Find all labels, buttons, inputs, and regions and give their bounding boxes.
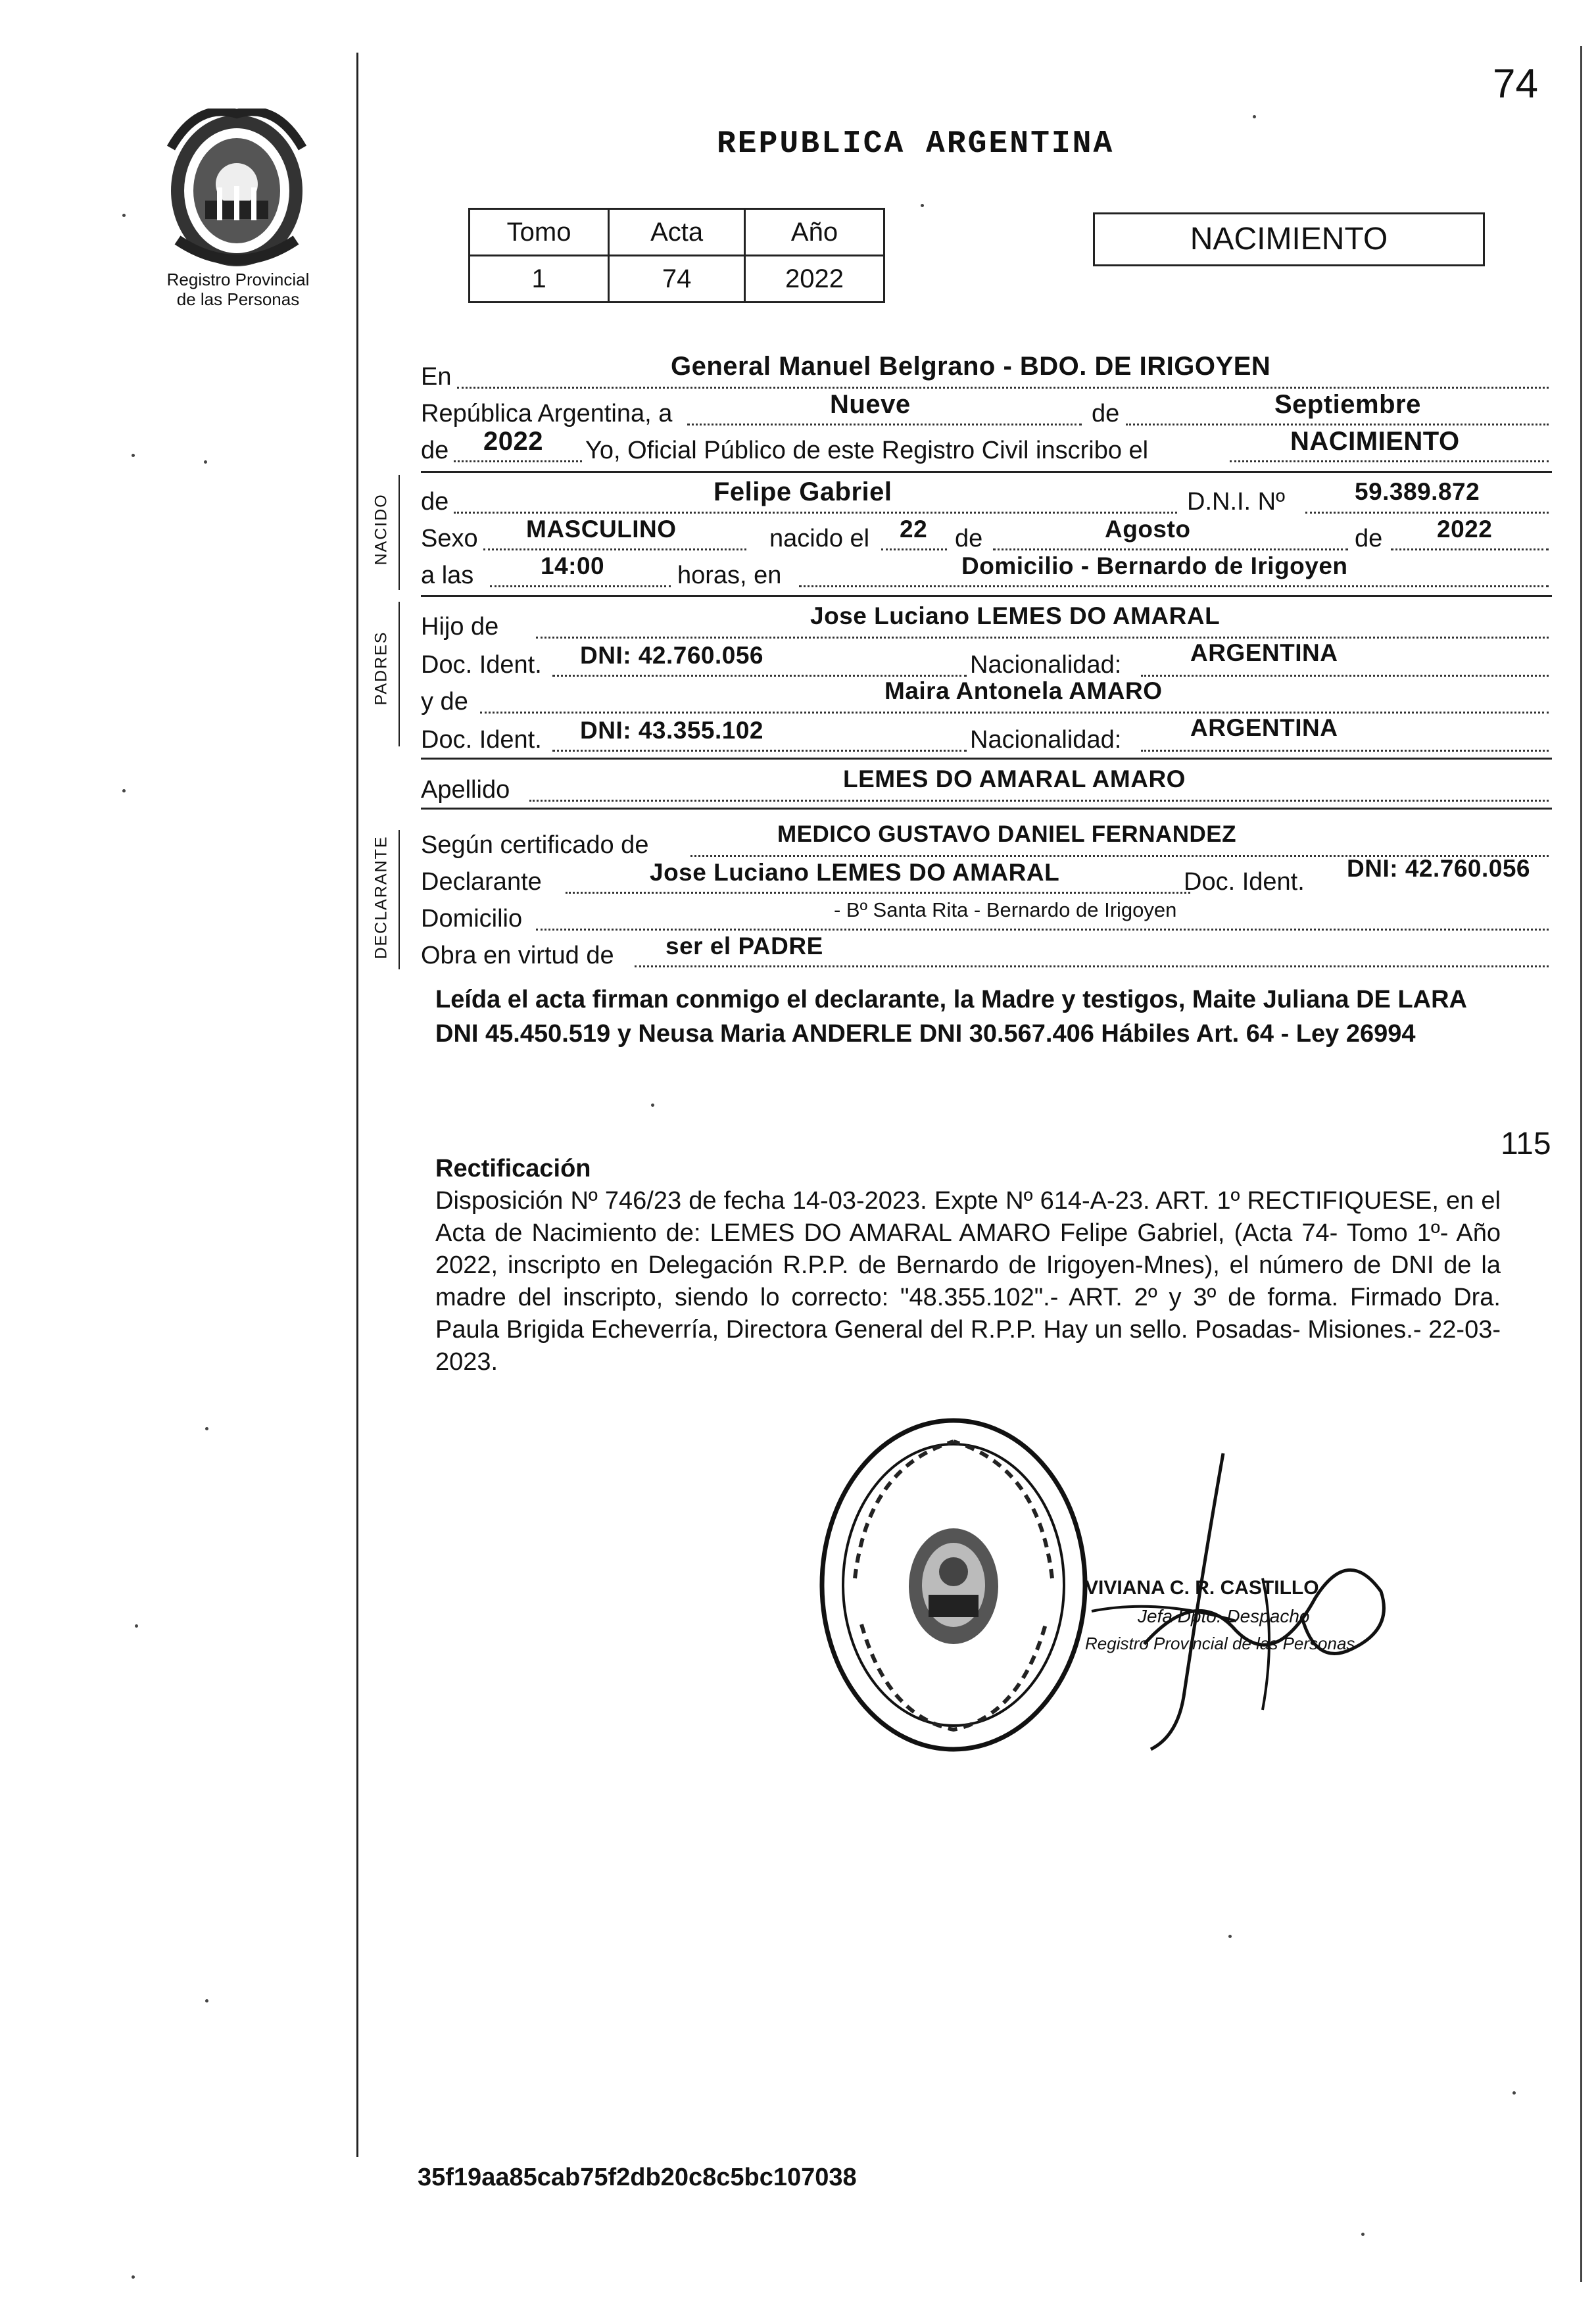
father-nat: ARGENTINA [1190, 639, 1338, 666]
declarante-label: Declarante [421, 868, 542, 896]
scan-speck [132, 2275, 135, 2279]
scan-speck [1512, 2091, 1516, 2095]
dots [490, 585, 671, 587]
dots [552, 750, 967, 752]
scan-speck [122, 214, 126, 217]
dots [480, 712, 1549, 714]
sexo-label: Sexo [421, 525, 478, 552]
dots [799, 585, 1549, 587]
stamp-line3: Registro Provincial de las Personas [1085, 1634, 1355, 1653]
horas-label: horas, en [677, 562, 782, 589]
day-value: Nueve [830, 390, 911, 419]
rectification-number: 115 [1501, 1127, 1551, 1161]
dots [687, 424, 1082, 425]
de-label-4: de [1355, 525, 1383, 552]
child-name: Felipe Gabriel [713, 477, 892, 506]
right-edge-rule [1580, 46, 1582, 2282]
nacido-de-label: de [421, 488, 449, 516]
de-label-2: de [421, 437, 449, 464]
father-name: Jose Luciano LEMES DO AMARAL [810, 602, 1221, 629]
dots [993, 548, 1348, 550]
dots [1305, 512, 1549, 514]
de-label-3: de [955, 525, 983, 552]
value-acta: 74 [609, 256, 745, 303]
domicilio-label: Domicilio [421, 905, 523, 933]
obra-label: Obra en virtud de [421, 942, 614, 969]
scan-speck [205, 1427, 208, 1430]
mother-name: Maira Antonela AMARO [884, 677, 1163, 704]
mother-doc: DNI: 43.355.102 [580, 717, 764, 744]
scan-speck [205, 1999, 208, 2002]
dots [1230, 460, 1549, 462]
side-rule [399, 830, 400, 969]
value-ano: 2022 [745, 256, 884, 303]
reading-note: Leída el acta firman conmigo el declarante, la Madre y testigos, Maite Juliana DE LARA DNI 45.450.519 y Neusa Maria ANDERLE DNI 30.567.406 Hábiles Art. 64 - Ley 26994 [435, 986, 1466, 1048]
side-label-declarante: DECLARANTE [372, 835, 391, 959]
en-label: En [421, 363, 452, 391]
dots [566, 892, 1190, 894]
rectification-text: Disposición Nº 746/23 de fecha 14-03-2023. Expte Nº 614-A-23. ART. 1º RECTIFIQUESE, en el Acta de Nacimiento de: LEMES DO AMARAL AMARO Felipe Gabriel, (Acta 74- Tomo 1º- Año 2022, inscripto en Delegación R.P.P. de Bernardo de Irigoyen-Mnes), el número de DNI de la madre del inscripto, siendo lo correcto: "48.355.102".- ART. 2º y 3º de forma. Firmado Dra. Paula Brigida Echeverría, Directora General del R.P.P. Hay un sello. Posadas- Misiones.- 22-03-2023. [435, 1187, 1501, 1376]
dots [1141, 750, 1549, 752]
dots [536, 929, 1549, 931]
dots [454, 460, 582, 462]
dots [635, 965, 1549, 967]
scan-speck [1253, 115, 1256, 118]
stamp-line1: VIVIANA C. R. CASTILLO [1085, 1577, 1319, 1599]
left-margin-rule [356, 53, 358, 2157]
birth-time: 14:00 [541, 552, 605, 579]
scan-speck [921, 204, 924, 207]
mother-doc-label: Doc. Ident. [421, 726, 542, 754]
month-value: Septiembre [1274, 390, 1421, 419]
mother-nat: ARGENTINA [1190, 714, 1338, 741]
scan-speck [1228, 1935, 1232, 1938]
father-doc-label: Doc. Ident. [421, 651, 542, 679]
nacido-label: nacido el [769, 525, 870, 552]
mother-nat-label: Nacionalidad: [970, 726, 1122, 754]
apellido-value: LEMES DO AMARAL AMARO [843, 765, 1186, 792]
dots [1391, 548, 1549, 550]
section-rule [421, 808, 1552, 810]
side-label-nacido: NACIDO [372, 493, 391, 566]
page-number: 74 [1493, 61, 1538, 107]
dots [1126, 424, 1549, 425]
registry-name [139, 270, 337, 309]
registry-name-line2: de las Personas [176, 289, 300, 309]
dni-label: D.N.I. Nº [1187, 488, 1285, 516]
section-rule [421, 758, 1552, 760]
header-acta: Acta [609, 209, 745, 256]
place-value: General Manuel Belgrano - BDO. DE IRIGOYEN [671, 352, 1271, 381]
birth-place: Domicilio - Bernardo de Irigoyen [961, 552, 1348, 579]
scan-speck [122, 789, 126, 792]
hijo-label: Hijo de [421, 613, 499, 641]
record-type-box: NACIMIENTO [1093, 212, 1485, 266]
domicilio-value: - Bº Santa Rita - Bernardo de Irigoyen [834, 898, 1177, 921]
scan-speck [651, 1104, 654, 1107]
dots [1141, 675, 1549, 677]
inscribo-label: Yo, Oficial Público de este Registro Civil inscribo el [585, 437, 1149, 464]
scan-speck [132, 454, 135, 457]
document-hash: 35f19aa85cab75f2db20c8c5bc107038 [418, 2164, 857, 2191]
dots [529, 800, 1549, 802]
decl-doc: DNI: 42.760.056 [1347, 855, 1531, 882]
birth-month: Agosto [1105, 516, 1191, 543]
official-seal [809, 1407, 1098, 1762]
apellido-label: Apellido [421, 776, 510, 804]
dots [536, 637, 1549, 639]
scan-speck [135, 1624, 138, 1628]
decl-doc-label: Doc. Ident. [1184, 868, 1305, 896]
birth-year: 2022 [1437, 516, 1493, 543]
rectification-title: Rectificación [435, 1155, 591, 1182]
value-tomo: 1 [470, 256, 609, 303]
stamp-line2: Jefa Dpto. Despacho [1138, 1606, 1310, 1626]
side-rule [399, 475, 400, 590]
inscribo-value: NACIMIENTO [1290, 427, 1460, 456]
dots [454, 512, 1177, 514]
child-dni: 59.389.872 [1355, 478, 1480, 505]
dots [483, 548, 746, 550]
father-doc: DNI: 42.760.056 [580, 642, 764, 669]
scan-speck [204, 460, 207, 464]
dots [881, 548, 947, 550]
record-table [468, 208, 885, 303]
header-tomo: Tomo [470, 209, 609, 256]
side-rule [399, 602, 400, 746]
alas-label: a las [421, 562, 474, 589]
de-label: de [1092, 400, 1120, 427]
document-title: REPUBLICA ARGENTINA [717, 126, 1115, 162]
year-value: 2022 [483, 427, 543, 456]
yde-label: y de [421, 688, 468, 716]
dots [457, 387, 1549, 389]
sexo-value: MASCULINO [526, 516, 677, 543]
declarante-value: Jose Luciano LEMES DO AMARAL [650, 859, 1060, 886]
registry-logo [158, 109, 316, 273]
section-rule [421, 471, 1552, 473]
registry-name-line1: Registro Provincial [166, 270, 310, 289]
cert-label: Según certificado de [421, 831, 649, 859]
obra-value: ser el PADRE [665, 933, 823, 959]
father-nat-label: Nacionalidad: [970, 651, 1122, 679]
scan-speck [1361, 2233, 1365, 2236]
republic-label: República Argentina, a [421, 400, 673, 427]
birth-day: 22 [900, 516, 928, 543]
cert-value: MEDICO GUSTAVO DANIEL FERNANDEZ [777, 821, 1237, 847]
side-label-padres: PADRES [372, 631, 391, 706]
header-ano: Año [745, 209, 884, 256]
section-rule [421, 595, 1552, 597]
